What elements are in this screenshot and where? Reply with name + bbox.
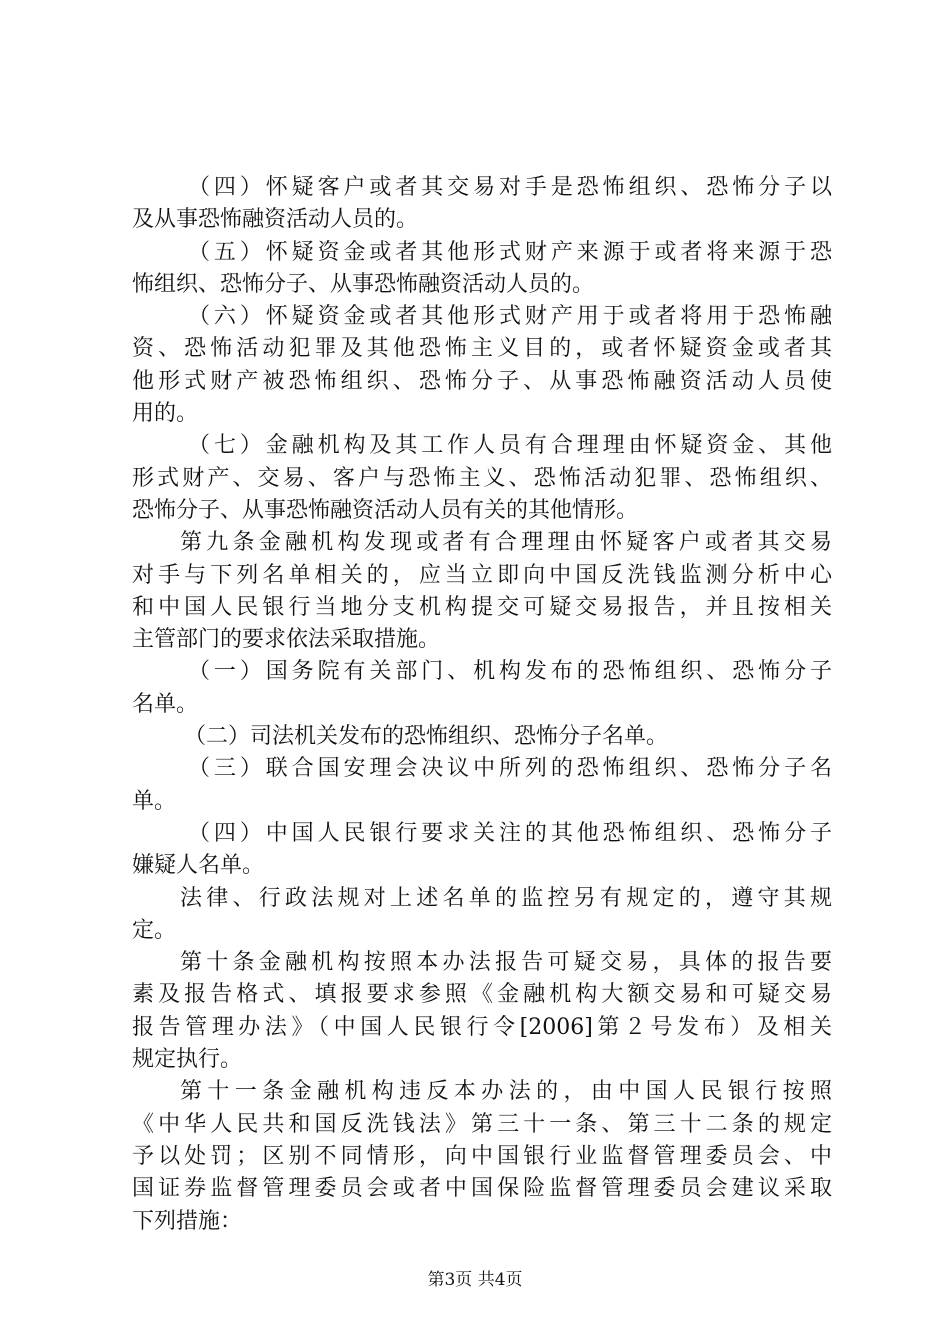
text-line: 及从事恐怖融资活动人员的。	[132, 207, 419, 233]
text-line: （四）怀疑客户或者其交易对手是恐怖组织、恐怖分子以	[188, 175, 832, 200]
text-line: 怖组织、恐怖分子、从事恐怖融资活动人员的。	[132, 271, 595, 297]
text-line: 法律、行政法规对上述名单的监控另有规定的，遵守其规	[180, 885, 832, 911]
text-line: 用的。	[132, 401, 199, 427]
text-line: （四）中国人民银行要求关注的其他恐怖组织、恐怖分子	[188, 820, 832, 846]
text-line: 名单。	[132, 691, 199, 717]
text-line: 第十条金融机构按照本办法报告可疑交易，具体的报告要	[180, 950, 832, 976]
text-line: 国证券监督管理委员会或者中国保险监督管理委员会建议采取	[132, 1176, 832, 1202]
text-line: （一）国务院有关部门、机构发布的恐怖组织、恐怖分子	[188, 659, 832, 685]
document-body	[132, 172, 832, 1238]
text-line: （二）司法机关发布的恐怖组织、恐怖分子名单。	[184, 724, 669, 750]
text-line: 单。	[132, 788, 177, 814]
text-line: 和中国人民银行当地分支机构提交可疑交易报告，并且按相关	[132, 594, 832, 620]
text-line: 定。	[132, 917, 177, 943]
text-line: （三）联合国安理会决议中所列的恐怖组织、恐怖分子名	[188, 756, 832, 782]
text-line: 形式财产、交易、客户与恐怖主义、恐怖活动犯罪、恐怖组织、	[132, 465, 832, 491]
text-line: 他形式财产被恐怖组织、恐怖分子、从事恐怖融资活动人员使	[132, 368, 832, 394]
text-line: 《中华人民共和国反洗钱法》第三十一条、第三十二条的规定	[132, 1111, 832, 1137]
text-line: 第九条金融机构发现或者有合理理由怀疑客户或者其交易	[180, 530, 832, 556]
text-line: （六）怀疑资金或者其他形式财产用于或者将用于恐怖融	[188, 304, 832, 330]
text-line: 下列措施：	[132, 1208, 243, 1234]
page-footer: 第3页 共4页	[427, 1270, 523, 1290]
text-line: 恐怖分子、从事恐怖融资活动人员有关的其他情形。	[132, 497, 639, 523]
text-line: 主管部门的要求依法采取措施。	[132, 627, 441, 653]
text-line: 素及报告格式、填报要求参照《金融机构大额交易和可疑交易	[132, 982, 832, 1008]
text-line: （七）金融机构及其工作人员有合理理由怀疑资金、其他	[188, 433, 832, 459]
text-line: 对手与下列名单相关的，应当立即向中国反洗钱监测分析中心	[132, 562, 832, 588]
text-line: 第十一条金融机构违反本办法的，由中国人民银行按照	[180, 1079, 832, 1105]
text-line: 予以处罚；区别不同情形，向中国银行业监督管理委员会、中	[132, 1143, 832, 1169]
text-line: （五）怀疑资金或者其他形式财产来源于或者将来源于恐	[188, 239, 832, 265]
text-line: 规定执行。	[132, 1047, 243, 1073]
text-line: 嫌疑人名单。	[132, 853, 265, 879]
text-line: 报告管理办法》（中国人民银行令[2006]第２号发布）及相关	[132, 1014, 832, 1040]
text-line: 资、恐怖活动犯罪及其他恐怖主义目的，或者怀疑资金或者其	[132, 336, 832, 362]
